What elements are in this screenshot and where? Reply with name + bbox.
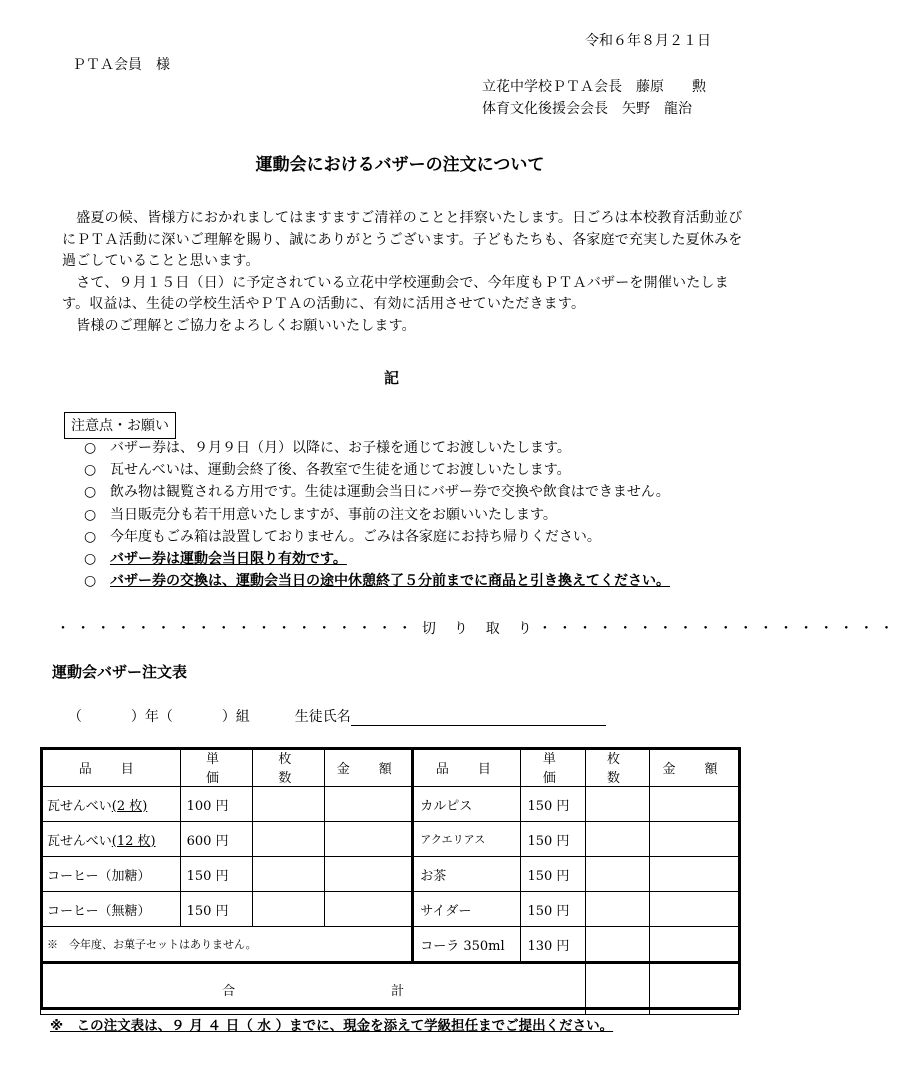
quantity-cell[interactable] [253, 857, 325, 892]
quantity-cell[interactable] [253, 892, 325, 927]
ki-heading: 記 [384, 369, 400, 387]
header-amount: 金 額 [649, 748, 738, 787]
note-item-emphasis: ○ バザー券は運動会当日限り有効です。 [84, 548, 670, 570]
student-name-field[interactable] [351, 710, 606, 726]
item-name: コーラ 350ml [413, 927, 521, 963]
notes-list [84, 437, 670, 592]
amount-cell[interactable] [649, 927, 738, 963]
amount-cell[interactable] [649, 892, 738, 927]
table-row [41, 822, 739, 857]
student-name-label: 生徒氏名 [294, 709, 351, 725]
total-quantity-cell[interactable] [586, 963, 650, 1015]
quantity-cell[interactable] [253, 822, 325, 857]
quantity-cell[interactable] [586, 787, 650, 822]
amount-cell[interactable] [649, 822, 738, 857]
item-price: 150 円 [180, 892, 253, 927]
student-info-line: （ ）年（ ）組 生徒氏名 [68, 706, 606, 726]
header-item: 品 目 [41, 748, 181, 787]
table-note: ※ 今年度、お菓子セットはありません。 [41, 927, 413, 963]
item-name: サイダー [413, 892, 521, 927]
header-price: 単 価 [180, 748, 253, 787]
sender-association-president: 体育文化後援会会長 矢野 龍治 [482, 101, 692, 117]
bullet-icon: ○ [84, 462, 97, 479]
item-name: 瓦せんべい(2 枚) [41, 787, 181, 822]
form-title: 運動会バザー注文表 [52, 663, 188, 681]
bullet-icon: ○ [84, 550, 97, 567]
amount-cell[interactable] [325, 822, 413, 857]
item-name: コーヒー（加糖） [41, 857, 181, 892]
quantity-cell[interactable] [253, 787, 325, 822]
note-item: ○ 瓦せんべいは、運動会終了後、各教室で生徒を通じてお渡しいたします。 [84, 459, 670, 481]
header-amount: 金 額 [325, 748, 413, 787]
submission-deadline-note: ※ この注文表は、９ 月 ４ 日（ 水 ）までに、現金を添えて学級担任までご提出ください。 [50, 1018, 614, 1034]
item-price: 150 円 [521, 892, 586, 927]
header-quantity: 枚 数 [253, 748, 325, 787]
item-name: カルピス [413, 787, 521, 822]
total-row [41, 963, 739, 1015]
item-price: 130 円 [521, 927, 586, 963]
item-price: 150 円 [521, 857, 586, 892]
item-name: お茶 [413, 857, 521, 892]
amount-cell[interactable] [325, 787, 413, 822]
item-price: 100 円 [180, 787, 253, 822]
item-price: 150 円 [521, 822, 586, 857]
item-name: アクエリアス [413, 822, 521, 857]
item-price: 600 円 [180, 822, 253, 857]
quantity-cell[interactable] [586, 822, 650, 857]
note-item: ○ 今年度もごみ箱は設置しておりません。ごみは各家庭にお持ち帰りください。 [84, 526, 670, 548]
total-label: 合 計 [41, 963, 586, 1015]
table-row [41, 927, 739, 963]
order-table [40, 747, 739, 1015]
bullet-icon: ○ [84, 573, 97, 590]
date: 令和６年８月２１日 [585, 33, 711, 49]
body-text [62, 208, 752, 337]
bullet-icon: ○ [84, 484, 97, 501]
cut-line: ・・・・・・・・・・・・・・・・・・ 切 り 取 り ・・・・・・・・・・・・・・・・・・ [56, 621, 900, 637]
item-price: 150 円 [180, 857, 253, 892]
header-item: 品 目 [413, 748, 521, 787]
amount-cell[interactable] [649, 787, 738, 822]
body-paragraph-greeting: 盛夏の候、皆様方におかれましてはますますご清祥のことと拝察いたします。日ごろは本校教育活動並びにＰＴＡ活動に深いご理解を賜り、誠にありがとうございます。子どもたちも、各家庭で充実した夏休みを過ごしていることと思います。 [62, 210, 743, 269]
amount-cell[interactable] [325, 857, 413, 892]
amount-cell[interactable] [325, 892, 413, 927]
body-paragraph-closing: 皆様のご理解とご協力をよろしくお願いいたします。 [62, 317, 416, 334]
notes-label: 注意点・お願い [64, 412, 176, 439]
quantity-cell[interactable] [586, 892, 650, 927]
body-paragraph-event: さて、９月１５日（日）に予定されている立花中学校運動会で、今年度もＰＴＡバザーを開催いたします。収益は、生徒の学校生活やＰＴＡの活動に、有効に活用させていただきます。 [62, 274, 729, 312]
table-row [41, 787, 739, 822]
bullet-icon: ○ [84, 506, 97, 523]
table-row [41, 892, 739, 927]
note-item-emphasis: ○ バザー券の交換は、運動会当日の途中休憩終了５分前までに商品と引き換えてください。 [84, 570, 670, 592]
bullet-icon: ○ [84, 440, 97, 456]
quantity-cell[interactable] [586, 927, 650, 963]
table-header-row [41, 748, 739, 787]
addressee: ＰＴＡ会員 様 [72, 57, 170, 73]
page-title: 運動会におけるバザーの注文について [255, 155, 545, 175]
note-item: ○ バザー券は、９月９日（月）以降に、お子様を通じてお渡しいたします。 [84, 437, 670, 459]
item-name: 瓦せんべい(12 枚) [41, 822, 181, 857]
quantity-cell[interactable] [586, 857, 650, 892]
header-price: 単 価 [521, 748, 586, 787]
amount-cell[interactable] [649, 857, 738, 892]
total-amount-cell[interactable] [649, 963, 738, 1015]
bullet-icon: ○ [84, 528, 97, 545]
note-item: ○ 当日販売分も若干用意いたしますが、事前の注文をお願いいたします。 [84, 504, 670, 526]
table-row [41, 857, 739, 892]
cut-line-label: 切 り 取 り [421, 621, 534, 637]
header-quantity: 枚 数 [586, 748, 650, 787]
sender-pta-president: 立花中学校ＰＴＡ会長 藤原 勲 [482, 79, 706, 95]
item-name: コーヒー（無糖） [41, 892, 181, 927]
item-price: 150 円 [521, 787, 586, 822]
note-item: ○ 飲み物は観覧される方用です。生徒は運動会当日にバザー券で交換や飲食はできません。 [84, 481, 670, 503]
